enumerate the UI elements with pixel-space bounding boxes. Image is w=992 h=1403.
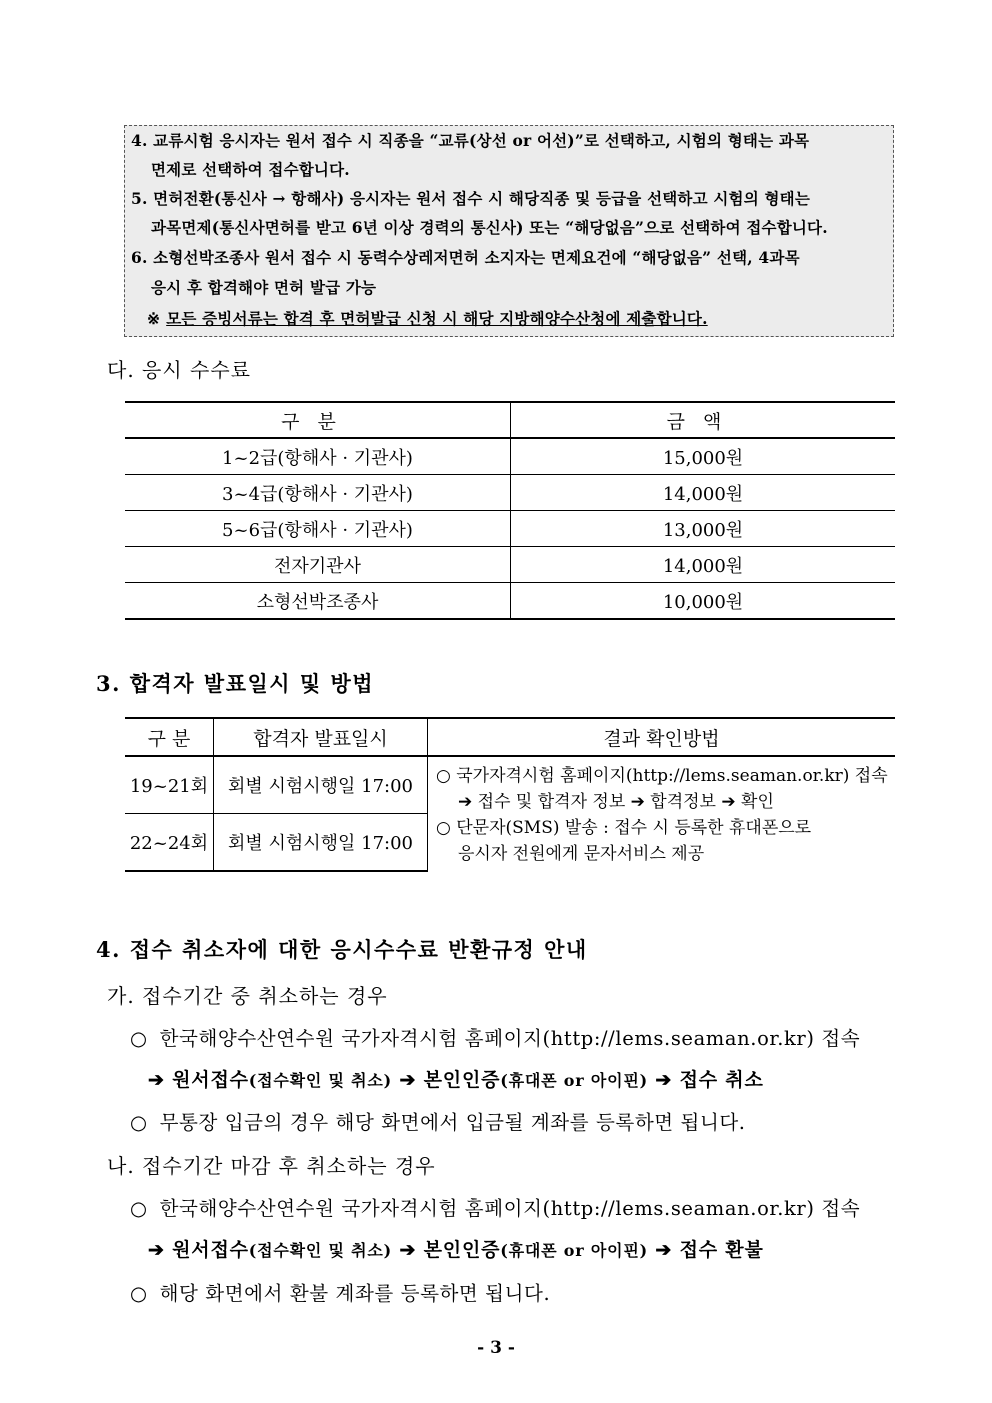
method-cell: [428, 756, 896, 871]
arrow-icon: ➔: [655, 1239, 673, 1261]
refund-a-line1: [130, 1023, 860, 1051]
table-row: [125, 756, 895, 814]
notice-box: [124, 125, 894, 337]
step-note: (휴대폰 or 아이핀): [500, 1241, 648, 1260]
refund-b-line1: [130, 1193, 860, 1221]
fee-category: 3~4급(항해사 · 기관사): [125, 475, 511, 511]
fee-amount: 15,000원: [511, 438, 896, 475]
table-row: [125, 511, 895, 547]
method-line: ○ 국가자격시험 홈페이지(http://lems.seaman.or.kr) 접속: [436, 766, 888, 786]
column-header: 합격자 발표일시: [214, 718, 428, 756]
method-line: ➔ 접수 및 합격자 정보 ➔ 합격정보 ➔ 확인: [458, 792, 774, 812]
step-note: (접수확인 및 취소): [248, 1241, 393, 1260]
table-header-row: [125, 402, 895, 438]
step-label: 본인인증: [423, 1239, 501, 1261]
fee-category: 1~2급(항해사 · 기관사): [125, 438, 511, 475]
fee-amount: 13,000원: [511, 511, 896, 547]
refund-b-steps: [148, 1235, 764, 1262]
reference-mark: ※: [147, 309, 161, 328]
column-header: 구 분: [125, 718, 214, 756]
refund-a-line2: [130, 1107, 746, 1135]
table-header-row: [125, 718, 895, 756]
line-text: 한국해양수산연수원 국가자격시험 홈페이지(http://lems.seaman.or.kr) 접속: [159, 1027, 861, 1050]
step-label: 본인인증: [423, 1069, 501, 1091]
notice-line: 응시 후 합격해야 면허 발급 가능: [151, 278, 377, 297]
notice-footnote: [147, 309, 887, 329]
line-text: 한국해양수산연수원 국가자격시험 홈페이지(http://lems.seaman.or.kr) 접속: [159, 1197, 861, 1220]
table-row: [125, 583, 895, 620]
method-line: ○ 단문자(SMS) 발송 : 접수 시 등록한 휴대폰으로: [436, 818, 812, 838]
refund-sub-heading-b: 나. 접수기간 마감 후 취소하는 경우: [107, 1154, 436, 1178]
line-text: 해당 화면에서 환불 계좌를 등록하면 됩니다.: [159, 1282, 551, 1305]
bullet-icon: ○: [130, 1111, 148, 1134]
notice-line: 6. 소형선박조종사 원서 접수 시 동력수상레저면허 소지자는 면제요건에 “해당없음” 선택, 4과목: [131, 248, 800, 267]
table-row: [125, 438, 895, 475]
arrow-icon: ➔: [148, 1069, 165, 1091]
table-row: [125, 475, 895, 511]
method-line: 응시자 전원에게 문자서비스 제공: [458, 844, 705, 864]
round-cell: 22~24회: [125, 814, 214, 872]
notice-line: 4. 교류시험 응시자는 원서 접수 시 직종을 “교류(상선 or 어선)”로 선택하고, 시험의 형태는 과목: [131, 131, 810, 150]
refund-b-line2: [130, 1278, 550, 1306]
column-header: 구분: [125, 402, 511, 438]
announce-table: [125, 717, 895, 872]
fee-category: 5~6급(항해사 · 기관사): [125, 511, 511, 547]
arrow-icon: ➔: [148, 1239, 165, 1261]
refund-a-steps: [148, 1065, 764, 1092]
footnote-text: 모든 증빙서류는 합격 후 면허발급 신청 시 해당 지방해양수산청에 제출합니다.: [166, 309, 708, 328]
step-label: 접수 환불: [679, 1239, 764, 1261]
line-text: 무통장 입금의 경우 해당 화면에서 입금될 계좌를 등록하면 됩니다.: [159, 1111, 746, 1134]
notice-line: 과목면제(통신사면허를 받고 6년 이상 경력의 통신사) 또는 “해당없음”으로 선택하여 접수합니다.: [151, 218, 828, 237]
column-header: 결과 확인방법: [428, 718, 896, 756]
notice-line: 5. 면허전환(통신사 → 항해사) 응시자는 원서 접수 시 해당직종 및 등급을 선택하고 시험의 형태는: [131, 189, 810, 208]
fee-category: 소형선박조종사: [125, 583, 511, 620]
page-number: - 3 -: [477, 1338, 515, 1358]
step-note: (접수확인 및 취소): [248, 1071, 393, 1090]
arrow-icon: ➔: [399, 1069, 417, 1091]
fee-heading: 다. 응시 수수료: [107, 358, 251, 382]
bullet-icon: ○: [130, 1197, 148, 1220]
refund-sub-heading-a: 가. 접수기간 중 취소하는 경우: [107, 984, 388, 1008]
column-header: 금액: [511, 402, 896, 438]
notice-line: 면제로 선택하여 접수합니다.: [151, 160, 350, 179]
round-cell: 19~21회: [125, 756, 214, 814]
fee-amount: 10,000원: [511, 583, 896, 620]
step-label: 원서접수: [172, 1239, 249, 1261]
date-cell: 회별 시험시행일 17:00: [214, 814, 428, 872]
arrow-icon: ➔: [399, 1239, 417, 1261]
table-row: [125, 547, 895, 583]
announce-heading: 3. 합격자 발표일시 및 방법: [96, 671, 375, 696]
bullet-icon: ○: [130, 1027, 148, 1050]
date-cell: 회별 시험시행일 17:00: [214, 756, 428, 814]
fee-amount: 14,000원: [511, 547, 896, 583]
step-note: (휴대폰 or 아이핀): [500, 1071, 648, 1090]
fee-amount: 14,000원: [511, 475, 896, 511]
step-label: 원서접수: [172, 1069, 249, 1091]
fee-category: 전자기관사: [125, 547, 511, 583]
refund-heading: 4. 접수 취소자에 대한 응시수수료 반환규정 안내: [96, 937, 588, 962]
bullet-icon: ○: [130, 1282, 148, 1305]
fee-table: [125, 401, 895, 620]
arrow-icon: ➔: [655, 1069, 673, 1091]
step-label: 접수 취소: [679, 1069, 764, 1091]
